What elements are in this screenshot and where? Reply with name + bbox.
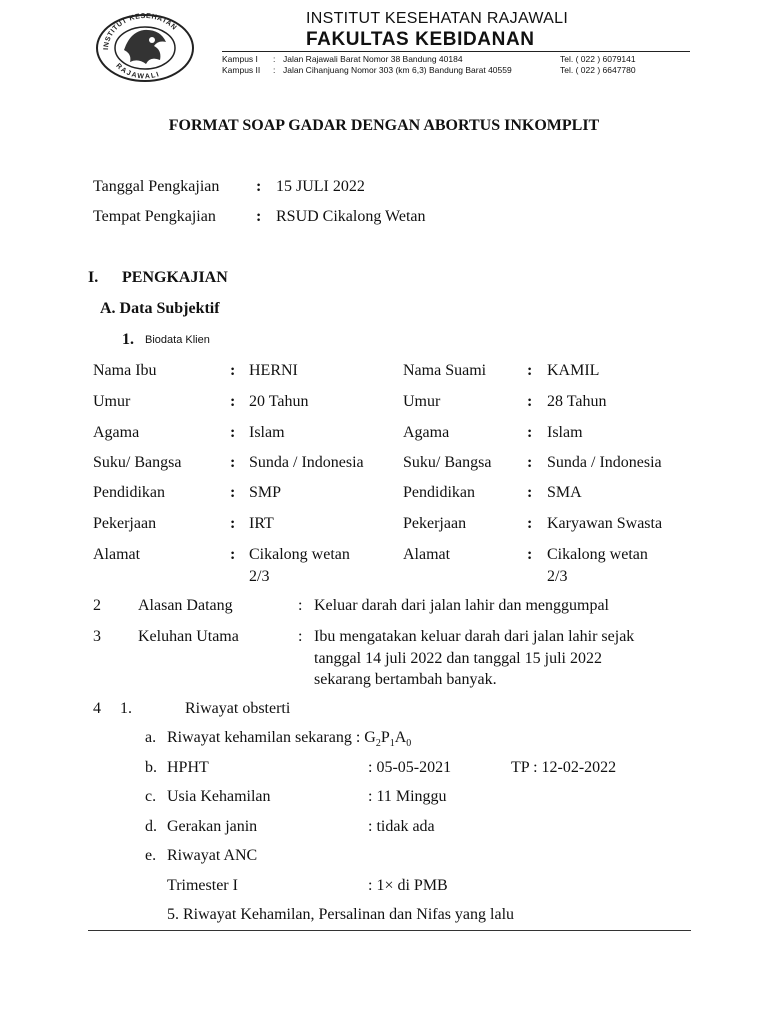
campus1-phone: Tel. ( 022 ) 6079141 xyxy=(560,54,636,64)
keluhan-label: Keluhan Utama xyxy=(138,628,239,645)
biodata-left-label: Pekerjaan xyxy=(93,515,157,532)
faculty-name: FAKULTAS KEBIDANAN xyxy=(306,29,535,50)
campus2-separator: : xyxy=(273,65,276,75)
biodata-right-separator: : xyxy=(527,515,533,532)
biodata-right-separator: : xyxy=(527,546,533,563)
biodata-right-label: Nama Suami xyxy=(403,362,487,379)
document-title: FORMAT SOAP GADAR DENGAN ABORTUS INKOMPLIT xyxy=(168,117,600,134)
tempat-separator: : xyxy=(256,208,262,225)
riwayat-anc-label: Riwayat ANC xyxy=(167,847,258,864)
biodata-left-value-line2: 2/3 xyxy=(249,568,270,585)
logo-text-top: INSTITUT KESEHATAN xyxy=(102,12,178,51)
biodata-left-value: HERNI xyxy=(249,362,298,379)
biodata-left-label: Alamat xyxy=(93,546,141,563)
biodata-left-separator: : xyxy=(230,393,236,410)
keluhan-line-2: tanggal 14 juli 2022 dan tanggal 15 juli 2022 xyxy=(314,650,602,667)
biodata-right-label: Alamat xyxy=(403,546,451,563)
biodata-left-value: Islam xyxy=(249,424,285,441)
keluhan-separator: : xyxy=(298,628,303,645)
alasan-separator: : xyxy=(298,597,303,614)
biodata-left-value: Cikalong wetan xyxy=(249,546,350,563)
item-e-letter: e. xyxy=(145,847,157,864)
gerakan-janin-value: : tidak ada xyxy=(368,818,435,835)
campus2-label: Kampus II xyxy=(222,65,261,75)
riwayat-lalu-heading: 5. Riwayat Kehamilan, Persalinan dan Nifas yang lalu xyxy=(167,906,515,923)
biodata-left-label: Umur xyxy=(93,393,131,410)
usia-kehamilan-label: Usia Kehamilan xyxy=(167,788,271,805)
riwayat-kehamilan xyxy=(167,728,411,754)
keluhan-line-1: Ibu mengatakan keluar darah dari jalan lahir sejak xyxy=(314,628,635,645)
hpht-value: : 05-05-2021 xyxy=(368,759,452,776)
biodata-right-value: 28 Tahun xyxy=(547,393,607,410)
tempat-value: RSUD Cikalong Wetan xyxy=(276,208,426,225)
gravida-value: 2 xyxy=(375,738,381,750)
biodata-left-separator: : xyxy=(230,454,236,471)
tp-value: TP : 12-02-2022 xyxy=(511,759,617,776)
biodata-right-separator: : xyxy=(527,362,533,379)
para-value: 1 xyxy=(389,738,395,750)
campus2-address: Jalan Cihanjuang Nomor 303 (km 6,3) Bandung Barat 40559 xyxy=(283,65,512,75)
tanggal-value: 15 JULI 2022 xyxy=(276,178,365,195)
biodata-left-separator: : xyxy=(230,484,236,501)
biodata-right-label: Umur xyxy=(403,393,441,410)
campus1-address: Jalan Rajawali Barat Nomor 38 Bandung 40184 xyxy=(283,54,463,64)
biodata-left-value: IRT xyxy=(249,515,274,532)
logo-text-bottom: RAJAWALI xyxy=(114,62,162,81)
obstetri-sub-number: 1. xyxy=(120,700,132,717)
abortus-value: 0 xyxy=(406,738,412,750)
abortus-letter: A xyxy=(394,729,407,746)
biodata-number: 1. xyxy=(122,331,134,348)
tanggal-label: Tanggal Pengkajian xyxy=(93,178,220,195)
biodata-right-value: Karyawan Swasta xyxy=(547,515,663,532)
biodata-left-label: Nama Ibu xyxy=(93,362,157,379)
biodata-left-value: 20 Tahun xyxy=(249,393,309,410)
item-b-letter: b. xyxy=(145,759,157,776)
biodata-left-label: Pendidikan xyxy=(93,484,165,501)
biodata-right-value: SMA xyxy=(547,484,582,501)
item-c-letter: c. xyxy=(145,788,157,805)
biodata-left-value: SMP xyxy=(249,484,282,501)
biodata-right-value-line2: 2/3 xyxy=(547,568,568,585)
biodata-right-separator: : xyxy=(527,454,533,471)
item-d-letter: d. xyxy=(145,818,157,835)
biodata-left-label: Agama xyxy=(93,424,140,441)
biodata-left-label: Suku/ Bangsa xyxy=(93,454,182,471)
trimester-value: : 1× di PMB xyxy=(368,877,448,894)
biodata-right-value: Cikalong wetan xyxy=(547,546,648,563)
alasan-value: Keluar darah dari jalan lahir dan menggumpal xyxy=(314,597,609,614)
institute-name: INSTITUT KESEHATAN RAJAWALI xyxy=(306,10,569,27)
campus1-label: Kampus I xyxy=(222,54,258,64)
biodata-right-value: Islam xyxy=(547,424,583,441)
campus2-phone: Tel. ( 022 ) 6647780 xyxy=(560,65,636,75)
biodata-left-separator: : xyxy=(230,362,236,379)
usia-kehamilan-value: : 11 Minggu xyxy=(368,788,447,805)
riwayat-kehamilan-label: Riwayat kehamilan sekarang : G xyxy=(167,729,376,746)
biodata-right-label: Pendidikan xyxy=(403,484,475,501)
biodata-right-value: Sunda / Indonesia xyxy=(547,454,662,471)
biodata-right-label: Agama xyxy=(403,424,450,441)
biodata-right-separator: : xyxy=(527,484,533,501)
biodata-left-separator: : xyxy=(230,546,236,563)
biodata-left-separator: : xyxy=(230,515,236,532)
subsection-heading: A. Data Subjektif xyxy=(100,300,220,317)
biodata-right-label: Pekerjaan xyxy=(403,515,467,532)
tanggal-separator: : xyxy=(256,178,262,195)
obstetri-number: 4 xyxy=(93,700,101,717)
obstetri-heading: Riwayat obsterti xyxy=(185,700,291,717)
biodata-heading: Biodata Klien xyxy=(145,334,210,346)
section-roman: I. xyxy=(88,269,99,286)
alasan-label: Alasan Datang xyxy=(138,597,233,614)
hpht-label: HPHT xyxy=(167,759,209,776)
biodata-right-value: KAMIL xyxy=(547,362,600,379)
campus1-separator: : xyxy=(273,54,276,64)
gerakan-janin-label: Gerakan janin xyxy=(167,818,258,835)
keluhan-number: 3 xyxy=(93,628,101,645)
alasan-number: 2 xyxy=(93,597,101,614)
item-a-letter: a. xyxy=(145,729,157,746)
section-heading: PENGKAJIAN xyxy=(122,269,228,286)
biodata-left-value: Sunda / Indonesia xyxy=(249,454,364,471)
keluhan-line-3: sekarang bertambah banyak. xyxy=(314,671,497,688)
letterhead-rule xyxy=(222,51,690,52)
institute-logo xyxy=(94,10,196,82)
para-letter: P xyxy=(380,729,390,746)
biodata-right-label: Suku/ Bangsa xyxy=(403,454,492,471)
tempat-label: Tempat Pengkajian xyxy=(93,208,216,225)
footer-rule xyxy=(88,930,691,931)
trimester-label: Trimester I xyxy=(167,877,238,894)
biodata-left-separator: : xyxy=(230,424,236,441)
biodata-right-separator: : xyxy=(527,393,533,410)
biodata-right-separator: : xyxy=(527,424,533,441)
